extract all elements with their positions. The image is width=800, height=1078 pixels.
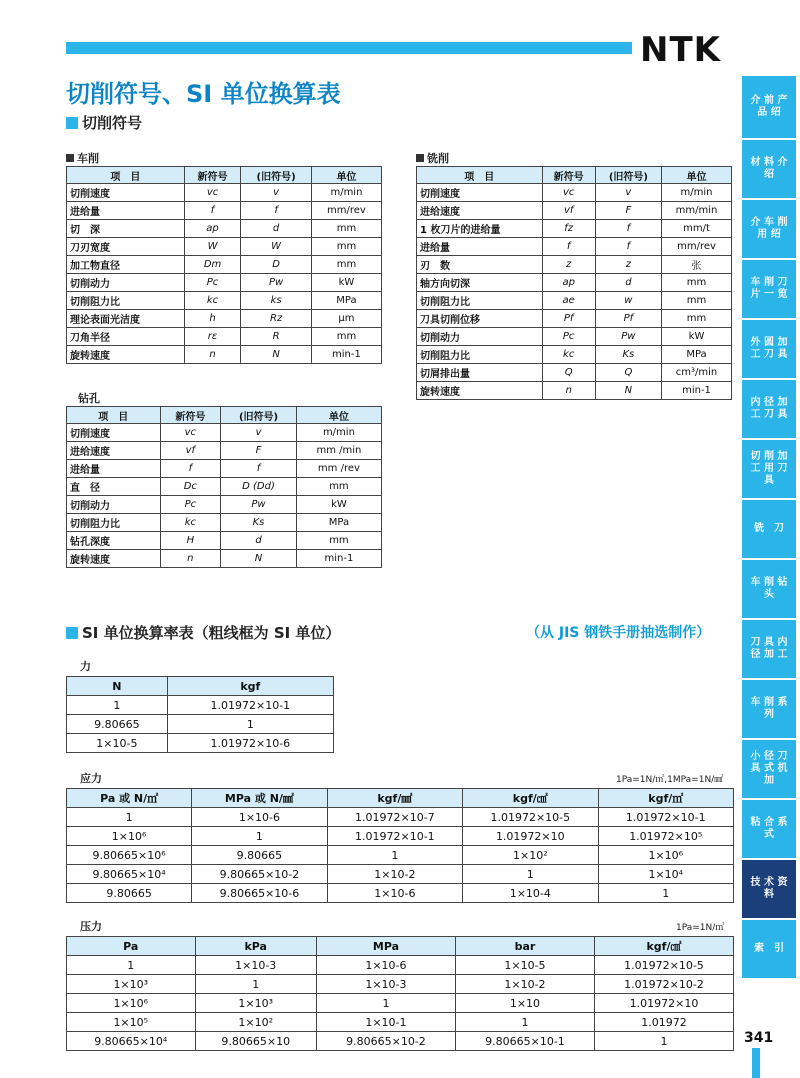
table-cell: d xyxy=(221,532,297,550)
table-cell: 1.01972×10-7 xyxy=(327,808,462,827)
table-cell: f xyxy=(221,460,297,478)
table-cell: n xyxy=(184,346,241,364)
table-cell: 切削速度 xyxy=(417,184,543,202)
table-row xyxy=(67,514,382,532)
table-cell: W xyxy=(241,238,312,256)
table-cell: ap xyxy=(184,220,241,238)
table-row xyxy=(417,328,732,346)
table-row xyxy=(67,424,382,442)
table-row xyxy=(417,202,732,220)
brand-logo: NTK xyxy=(640,30,721,70)
table-cell: mm xyxy=(296,478,381,496)
table-cell: Pf xyxy=(595,310,661,328)
header-row xyxy=(67,677,334,696)
table-cell: 切屑排出量 xyxy=(417,364,543,382)
table-cell: Pw xyxy=(221,496,297,514)
table-cell: ap xyxy=(542,274,595,292)
table-row xyxy=(67,846,734,865)
stress-table xyxy=(66,788,734,903)
table-cell: v xyxy=(595,184,661,202)
table-cell: 切削动力 xyxy=(417,328,543,346)
section-symbols: 切削符号 xyxy=(66,112,142,133)
table-cell: 1 xyxy=(598,884,733,903)
table-cell: MPa xyxy=(662,346,732,364)
drilling-table xyxy=(66,406,382,568)
table-cell: 切削阻力比 xyxy=(67,514,161,532)
stress-label: 应力 xyxy=(80,772,102,785)
table-cell: m/min xyxy=(311,184,381,202)
table-cell: 切削阻力比 xyxy=(67,292,185,310)
table-cell: 1 xyxy=(192,827,327,846)
table-cell: mm/t xyxy=(662,220,732,238)
table-cell: 9.80665×10-2 xyxy=(192,865,327,884)
table-cell: v xyxy=(241,184,312,202)
table-cell: f xyxy=(542,238,595,256)
table-cell: 加工物直径 xyxy=(67,256,185,274)
table-cell: 旋转速度 xyxy=(417,382,543,400)
table-cell: Pc xyxy=(160,496,221,514)
table-cell: Dc xyxy=(160,478,221,496)
sidebar-item[interactable]: 车 削 刀 片 一 览 xyxy=(742,260,796,318)
table-cell: 1 xyxy=(195,975,316,994)
table-cell: mm xyxy=(311,238,381,256)
table-cell: R xyxy=(241,328,312,346)
table-cell: Ks xyxy=(221,514,297,532)
sidebar-nav xyxy=(742,76,796,980)
column-header: (旧符号) xyxy=(221,407,297,424)
table-row xyxy=(67,238,382,256)
source-note: （从 JIS 钢铁手册抽选制作） xyxy=(526,625,711,641)
column-header: 单位 xyxy=(662,167,732,184)
table-cell: vc xyxy=(184,184,241,202)
table-cell: 1 xyxy=(67,808,192,827)
table-cell: w xyxy=(595,292,661,310)
table-cell: ae xyxy=(542,292,595,310)
table-cell: mm/rev xyxy=(662,238,732,256)
table-cell: F xyxy=(595,202,661,220)
table-cell: mm xyxy=(662,310,732,328)
milling-table xyxy=(416,166,732,400)
table-cell: d xyxy=(241,220,312,238)
turning-table xyxy=(66,166,382,364)
column-header: (旧符号) xyxy=(241,167,312,184)
table-cell: Rz xyxy=(241,310,312,328)
sidebar-item[interactable]: 外 圆 加 工 刀 具 xyxy=(742,320,796,378)
table-cell: MPa xyxy=(311,292,381,310)
table-cell: 1 xyxy=(67,956,196,975)
table-cell: 9.80665×10-6 xyxy=(192,884,327,903)
table-cell: 1 xyxy=(463,865,598,884)
column-header: kPa xyxy=(195,937,316,956)
table-cell: v xyxy=(221,424,297,442)
table-cell: 1.01972 xyxy=(594,1013,733,1032)
column-header: 新符号 xyxy=(542,167,595,184)
table-cell: 进给速度 xyxy=(417,202,543,220)
table-row xyxy=(417,346,732,364)
table-cell: mm xyxy=(662,292,732,310)
table-cell: N xyxy=(241,346,312,364)
table-cell: 1×10-1 xyxy=(316,1013,455,1032)
table-cell: 9.80665×10 xyxy=(195,1032,316,1051)
table-row xyxy=(67,994,734,1013)
table-cell: Q xyxy=(542,364,595,382)
table-cell: rε xyxy=(184,328,241,346)
table-cell: 9.80665 xyxy=(192,846,327,865)
table-cell: min-1 xyxy=(311,346,381,364)
table-cell: vc xyxy=(542,184,595,202)
table-row xyxy=(67,328,382,346)
table-row xyxy=(67,346,382,364)
table-cell: d xyxy=(595,274,661,292)
table-cell: 1×10-6 xyxy=(327,884,462,903)
table-row xyxy=(67,496,382,514)
table-row xyxy=(67,532,382,550)
table-cell: 钻孔深度 xyxy=(67,532,161,550)
table-cell: 1×10-2 xyxy=(455,975,594,994)
table-cell: N xyxy=(595,382,661,400)
header-row xyxy=(67,789,734,808)
table-cell: D (Dd) xyxy=(221,478,297,496)
table-cell: f xyxy=(241,202,312,220)
table-cell: mm/min xyxy=(662,202,732,220)
table-cell: mm xyxy=(662,274,732,292)
column-header: Pa 或 N/㎡ xyxy=(67,789,192,808)
table-cell: Pw xyxy=(595,328,661,346)
table-cell: n xyxy=(542,382,595,400)
column-header: (旧符号) xyxy=(595,167,661,184)
table-cell: 进给量 xyxy=(67,202,185,220)
table-cell: m/min xyxy=(296,424,381,442)
table-row xyxy=(67,956,734,975)
table-row xyxy=(67,220,382,238)
column-header: 单位 xyxy=(311,167,381,184)
table-cell: 1×10⁶ xyxy=(598,846,733,865)
column-header: 单位 xyxy=(296,407,381,424)
table-cell: mm xyxy=(311,220,381,238)
table-cell: 1 xyxy=(167,715,333,734)
sidebar-item[interactable]: 索 引 xyxy=(742,920,796,978)
table-cell: 1.01972×10-2 xyxy=(594,975,733,994)
pressure-table xyxy=(66,936,734,1051)
column-header: 项 目 xyxy=(67,407,161,424)
table-cell: mm/rev xyxy=(311,202,381,220)
table-cell: kc xyxy=(542,346,595,364)
table-row xyxy=(417,382,732,400)
table-cell: vf xyxy=(542,202,595,220)
subsection-milling: 铣削 xyxy=(416,150,449,166)
sidebar-item[interactable]: 内 径 加 工 刀 具 xyxy=(742,380,796,438)
table-cell: Ks xyxy=(595,346,661,364)
table-cell: MPa xyxy=(296,514,381,532)
table-cell: 9.80665×10⁴ xyxy=(67,865,192,884)
table-cell: mm xyxy=(311,328,381,346)
table-cell: min-1 xyxy=(296,550,381,568)
table-cell: 1.01972×10-5 xyxy=(463,808,598,827)
table-cell: 1×10-2 xyxy=(327,865,462,884)
table-cell: 切削动力 xyxy=(67,496,161,514)
table-cell: 切削速度 xyxy=(67,424,161,442)
table-cell: 9.80665×10⁴ xyxy=(67,1032,196,1051)
page-bar xyxy=(752,1048,760,1078)
subsection-drilling: 钻孔 xyxy=(78,392,100,405)
table-cell: mm /min xyxy=(296,442,381,460)
table-cell: 1×10-5 xyxy=(455,956,594,975)
table-cell: 1×10-3 xyxy=(316,975,455,994)
table-row xyxy=(67,1013,734,1032)
table-cell: min-1 xyxy=(662,382,732,400)
table-cell: kc xyxy=(160,514,221,532)
table-row xyxy=(67,975,734,994)
table-cell: 切削动力 xyxy=(67,274,185,292)
table-cell: mm xyxy=(311,256,381,274)
table-cell: 1×10³ xyxy=(195,994,316,1013)
table-cell: 1 枚刀片的进给量 xyxy=(417,220,543,238)
column-header: N xyxy=(67,677,168,696)
table-cell: 1 xyxy=(327,846,462,865)
sidebar-item[interactable]: 车 削 系 列 xyxy=(742,680,796,738)
table-row xyxy=(67,292,382,310)
table-cell: 1×10⁶ xyxy=(67,827,192,846)
table-cell: 1.01972×10 xyxy=(594,994,733,1013)
table-row xyxy=(417,238,732,256)
table-cell: mm xyxy=(296,532,381,550)
table-cell: 9.80665×10-1 xyxy=(455,1032,594,1051)
table-cell: μm xyxy=(311,310,381,328)
table-cell: kW xyxy=(296,496,381,514)
column-header: 项 目 xyxy=(417,167,543,184)
table-cell: f xyxy=(595,220,661,238)
table-cell: kW xyxy=(662,328,732,346)
column-header: MPa xyxy=(316,937,455,956)
table-row xyxy=(67,808,734,827)
header-row xyxy=(67,167,382,184)
sidebar-item[interactable]: 技 术 资 料 xyxy=(742,860,796,918)
table-cell: 1×10⁵ xyxy=(67,1013,196,1032)
sidebar-item[interactable]: 切 削 加 工 用 刀 具 xyxy=(742,440,796,498)
table-cell: 进给速度 xyxy=(67,442,161,460)
table-row xyxy=(417,310,732,328)
table-row xyxy=(417,292,732,310)
table-cell: 切 深 xyxy=(67,220,185,238)
table-cell: 1.01972×10-5 xyxy=(594,956,733,975)
table-cell: 1×10² xyxy=(195,1013,316,1032)
table-cell: F xyxy=(221,442,297,460)
sidebar-item[interactable]: 小 径 刀 具 式 机 加 xyxy=(742,740,796,798)
table-cell: 1×10⁶ xyxy=(67,994,196,1013)
table-cell: 9.80665 xyxy=(67,884,192,903)
table-cell: fz xyxy=(542,220,595,238)
table-cell: Pf xyxy=(542,310,595,328)
header-row xyxy=(417,167,732,184)
table-row xyxy=(67,256,382,274)
table-cell: n xyxy=(160,550,221,568)
column-header: 项 目 xyxy=(67,167,185,184)
table-cell: 切削阻力比 xyxy=(417,292,543,310)
table-cell: 1 xyxy=(316,994,455,1013)
table-row xyxy=(67,202,382,220)
table-cell: 1×10² xyxy=(463,846,598,865)
table-cell: 进给量 xyxy=(67,460,161,478)
table-cell: z xyxy=(595,256,661,274)
table-cell: 旋转速度 xyxy=(67,346,185,364)
table-cell: Dm xyxy=(184,256,241,274)
column-header: kgf/㎠ xyxy=(463,789,598,808)
column-header: MPa 或 N/㎟ xyxy=(192,789,327,808)
table-cell: 1×10 xyxy=(455,994,594,1013)
table-cell: f xyxy=(184,202,241,220)
table-cell: 旋转速度 xyxy=(67,550,161,568)
table-row xyxy=(67,460,382,478)
header-row xyxy=(67,937,734,956)
table-cell: 切削速度 xyxy=(67,184,185,202)
page-title: 切削符号、SI 单位换算表 xyxy=(66,80,341,108)
table-cell: 1.01972×10-6 xyxy=(167,734,333,753)
column-header: Pa xyxy=(67,937,196,956)
table-cell: 1×10-4 xyxy=(463,884,598,903)
sidebar-item[interactable]: 车 削 钻 头 xyxy=(742,560,796,618)
table-row xyxy=(67,1032,734,1051)
table-cell: cm³/min xyxy=(662,364,732,382)
table-cell: 刃 数 xyxy=(417,256,543,274)
table-row xyxy=(67,734,334,753)
column-header: bar xyxy=(455,937,594,956)
table-cell: 进给量 xyxy=(417,238,543,256)
table-cell: 1.01972×10-1 xyxy=(167,696,333,715)
table-cell: 1×10-5 xyxy=(67,734,168,753)
sidebar-item[interactable]: 介 前 产 品 绍 xyxy=(742,76,796,138)
page-number: 341 xyxy=(744,1030,774,1046)
table-cell: 9.80665 xyxy=(67,715,168,734)
column-header: kgf/㎠ xyxy=(594,937,733,956)
table-cell: kW xyxy=(311,274,381,292)
table-cell: 刀刃宽度 xyxy=(67,238,185,256)
table-row xyxy=(67,696,334,715)
header-row xyxy=(67,407,382,424)
table-cell: Q xyxy=(595,364,661,382)
pressure-label: 压力 xyxy=(80,920,102,933)
table-cell: 1×10-6 xyxy=(316,956,455,975)
table-cell: 理论表面光洁度 xyxy=(67,310,185,328)
table-cell: N xyxy=(221,550,297,568)
sidebar-item[interactable]: 刀 具 内 径 加 工 xyxy=(742,620,796,678)
table-row xyxy=(67,550,382,568)
column-header: kgf/㎡ xyxy=(598,789,733,808)
table-cell: kc xyxy=(184,292,241,310)
table-cell: 9.80665×10⁶ xyxy=(67,846,192,865)
column-header: kgf xyxy=(167,677,333,696)
table-row xyxy=(417,256,732,274)
pressure-note: 1Pa=1N/㎡ xyxy=(676,923,725,933)
table-cell: W xyxy=(184,238,241,256)
table-cell: 1.01972×10 xyxy=(463,827,598,846)
force-label: 力 xyxy=(80,660,91,673)
table-cell: 1.01972×10-1 xyxy=(598,808,733,827)
table-cell: m/min xyxy=(662,184,732,202)
table-cell: vc xyxy=(160,424,221,442)
sidebar-item[interactable]: 材 料 介 绍 xyxy=(742,140,796,198)
table-cell: 1×10-6 xyxy=(192,808,327,827)
table-row xyxy=(417,364,732,382)
table-row xyxy=(67,274,382,292)
table-row xyxy=(417,220,732,238)
table-cell: 1×10⁴ xyxy=(598,865,733,884)
table-cell: 轴方向切深 xyxy=(417,274,543,292)
table-row xyxy=(67,827,734,846)
column-header: 新符号 xyxy=(160,407,221,424)
table-cell: 直 径 xyxy=(67,478,161,496)
sidebar-item[interactable]: 铣 刀 xyxy=(742,500,796,558)
table-row xyxy=(67,184,382,202)
table-row xyxy=(417,184,732,202)
table-cell: 切削阻力比 xyxy=(417,346,543,364)
section-si: SI 单位换算率表（粗线框为 SI 单位） xyxy=(66,622,340,643)
table-cell: H xyxy=(160,532,221,550)
column-header: 新符号 xyxy=(184,167,241,184)
table-cell: 1 xyxy=(455,1013,594,1032)
table-row xyxy=(67,884,734,903)
table-cell: 1 xyxy=(594,1032,733,1051)
table-cell: 1 xyxy=(67,696,168,715)
table-row xyxy=(67,865,734,884)
table-cell: D xyxy=(241,256,312,274)
table-row xyxy=(67,442,382,460)
table-cell: z xyxy=(542,256,595,274)
table-row xyxy=(417,274,732,292)
table-cell: Pc xyxy=(184,274,241,292)
header-bar xyxy=(66,42,632,54)
force-table xyxy=(66,676,334,753)
table-cell: f xyxy=(595,238,661,256)
table-cell: f xyxy=(160,460,221,478)
table-cell: mm /rev xyxy=(296,460,381,478)
table-cell: vf xyxy=(160,442,221,460)
table-row xyxy=(67,478,382,496)
sidebar-item[interactable]: 粘 合 系 式 xyxy=(742,800,796,858)
table-row xyxy=(67,715,334,734)
table-cell: ks xyxy=(241,292,312,310)
table-cell: 1×10³ xyxy=(67,975,196,994)
table-cell: 9.80665×10-2 xyxy=(316,1032,455,1051)
table-cell: h xyxy=(184,310,241,328)
table-cell: Pc xyxy=(542,328,595,346)
subsection-turning: 车削 xyxy=(66,150,99,166)
table-cell: 刀角半径 xyxy=(67,328,185,346)
sidebar-item[interactable]: 介 车 削 用 绍 xyxy=(742,200,796,258)
table-cell: Pw xyxy=(241,274,312,292)
table-row xyxy=(67,310,382,328)
table-cell: 刀具切削位移 xyxy=(417,310,543,328)
stress-note: 1Pa=1N/㎡,1MPa=1N/㎟ xyxy=(616,775,724,785)
table-cell: 张 xyxy=(662,256,732,274)
table-cell: 1.01972×10-1 xyxy=(327,827,462,846)
column-header: kgf/㎟ xyxy=(327,789,462,808)
table-cell: 1×10-3 xyxy=(195,956,316,975)
table-cell: 1.01972×10⁵ xyxy=(598,827,733,846)
